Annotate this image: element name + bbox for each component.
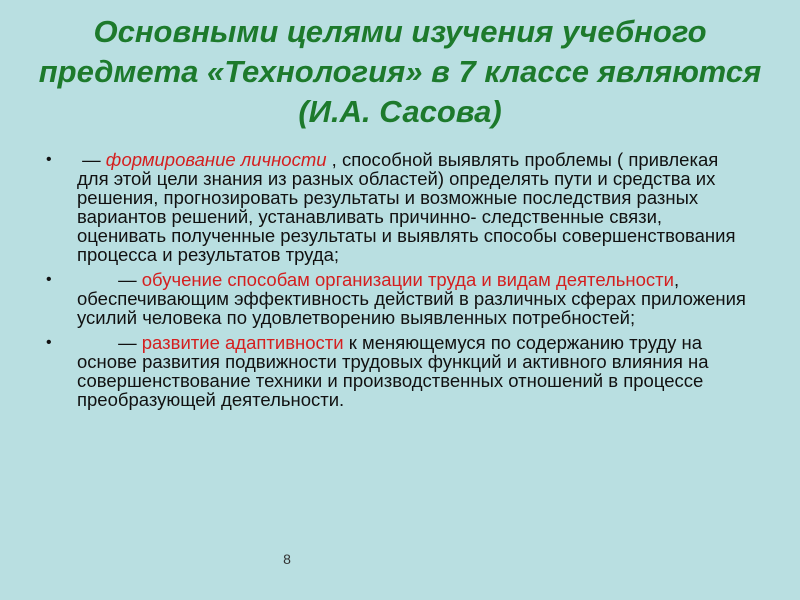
bullet-text: , обеспечивающим эффективность действий в различных сферах приложения усилий человека по удовлетворению выявленных потребностей; (77, 269, 746, 328)
bullet-dot-icon: • (46, 151, 52, 168)
bullet-item (46, 270, 746, 327)
bullet-highlight: обучение способам организации труда и видам деятельности (141, 269, 674, 290)
bullet-highlight: развитие адаптивности (141, 332, 344, 353)
bullet-item (46, 333, 746, 409)
bullet-lead: — (77, 269, 142, 290)
bullet-lead: — (77, 332, 142, 353)
bullet-list (46, 150, 746, 415)
bullet-lead: — (77, 149, 106, 170)
bullet-text: , способной выявлять проблемы ( привлекая для этой цели знания из разных областей) определять пути и средства их решения, прогнозировать результаты и возможные последствия разных вариантов решений, устанавливать причинно- следственные связи, оценивать полученные результаты и выявлять способы совершенствования процесса и результатов труда; (77, 149, 736, 265)
bullet-item (46, 150, 746, 264)
bullet-highlight: формирование личности (105, 149, 327, 170)
bullet-text: к меняющемуся по содержанию труду на основе развития подвижности трудовых функций и активного влияния на совершенствование техники и производственных отношений в процессе преобразующей деятельности. (77, 332, 709, 410)
bullet-dot-icon: • (46, 334, 52, 351)
slide-title: Основными целями изучения учебного предмета «Технология» в 7 классе являются (И.А. Сасова) (38, 14, 762, 129)
bullet-dot-icon: • (46, 271, 52, 288)
page-number: 8 (283, 551, 291, 567)
